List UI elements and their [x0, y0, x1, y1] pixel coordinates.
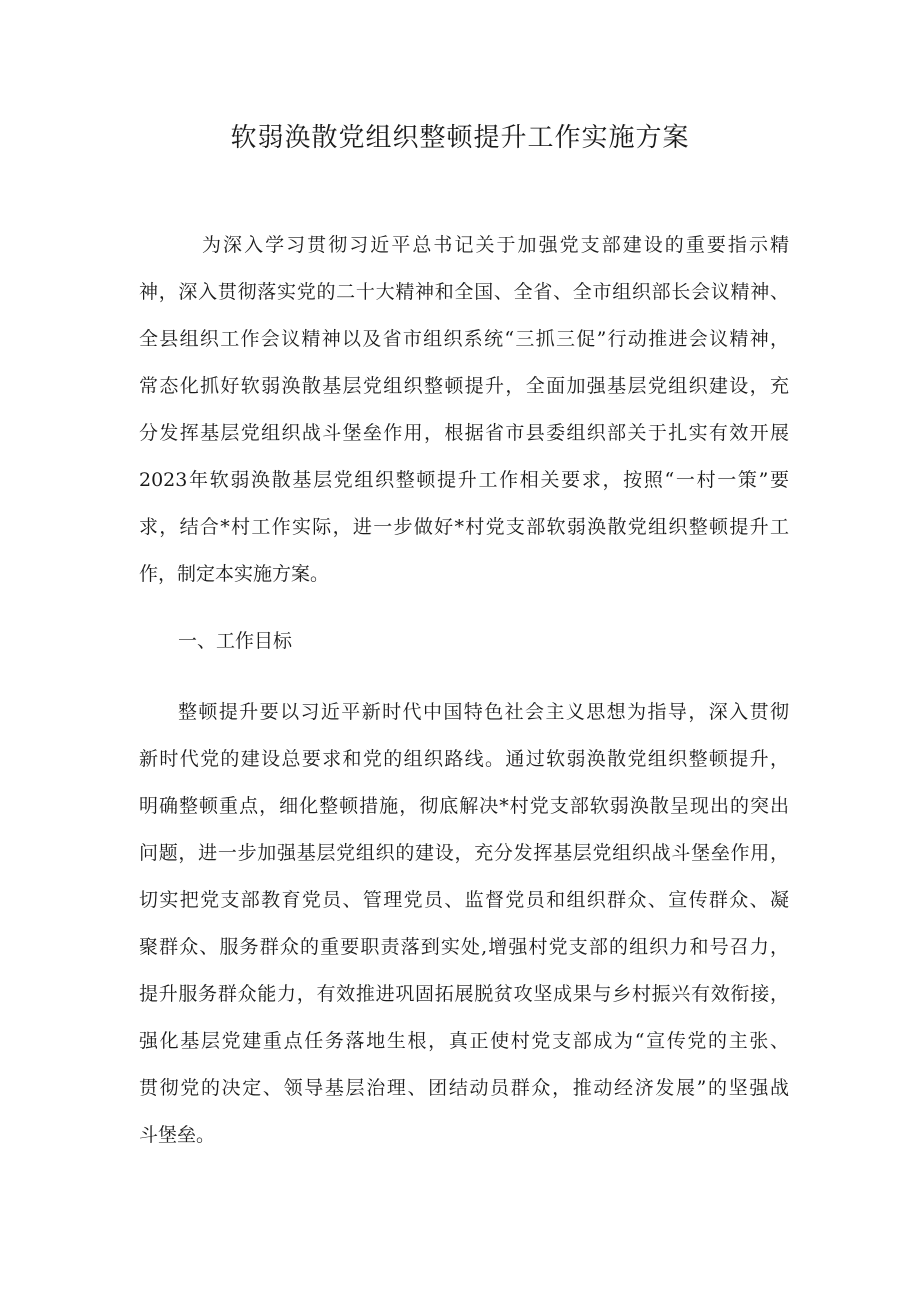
paragraph-line: 聚群众、服务群众的重要职责落到实处,增强村党支部的组织力和号召力， — [139, 936, 789, 958]
paragraph-line: 整顿提升要以习近平新时代中国特色社会主义思想为指导，深入贯彻 — [178, 701, 789, 723]
paragraph-line: 全县组织工作会议精神以及省市组织系统“三抓三促”行动推进会议精神， — [139, 328, 789, 350]
paragraph-line: 斗堡垒。 — [139, 1124, 216, 1146]
paragraph-line: 问题，进一步加强基层党组织的建设，充分发挥基层党组织战斗堡垒作用， — [139, 842, 789, 864]
paragraph-line: 作，制定本实施方案。 — [139, 563, 330, 585]
paragraph-line: 常态化抓好软弱涣散基层党组织整顿提升，全面加强基层党组织建设，充 — [139, 375, 789, 397]
section-heading-work-goals: 一、工作目标 — [178, 630, 293, 652]
paragraph-line: 切实把党支部教育党员、管理党员、监督党员和组织群众、宣传群众、凝 — [139, 889, 789, 911]
paragraph-line: 2023年软弱涣散基层党组织整顿提升工作相关要求，按照“一村一策”要 — [139, 469, 789, 491]
paragraph-line: 神，深入贯彻落实党的二十大精神和全国、全省、全市组织部长会议精神、 — [139, 281, 789, 303]
paragraph-line: 新时代党的建设总要求和党的组织路线。通过软弱涣散党组织整顿提升， — [139, 748, 789, 770]
paragraph-line: 为深入学习贯彻习近平总书记关于加强党支部建设的重要指示精 — [202, 234, 789, 256]
document-title: 软弱涣散党组织整顿提升工作实施方案 — [230, 123, 690, 153]
paragraph-line: 求，结合*村工作实际，进一步做好*村党支部软弱涣散党组织整顿提升工 — [139, 516, 789, 538]
paragraph-line: 明确整顿重点，细化整顿措施，彻底解决*村党支部软弱涣散呈现出的突出 — [139, 795, 789, 817]
paragraph-line: 分发挥基层党组织战斗堡垒作用，根据省市县委组织部关于扎实有效开展 — [139, 422, 789, 444]
paragraph-line: 提升服务群众能力，有效推进巩固拓展脱贫攻坚成果与乡村振兴有效衔接， — [139, 983, 789, 1005]
paragraph-line: 贯彻党的决定、领导基层治理、团结动员群众，推动经济发展”的坚强战 — [139, 1077, 789, 1099]
paragraph-line: 强化基层党建重点任务落地生根，真正使村党支部成为“宣传党的主张、 — [139, 1030, 789, 1052]
